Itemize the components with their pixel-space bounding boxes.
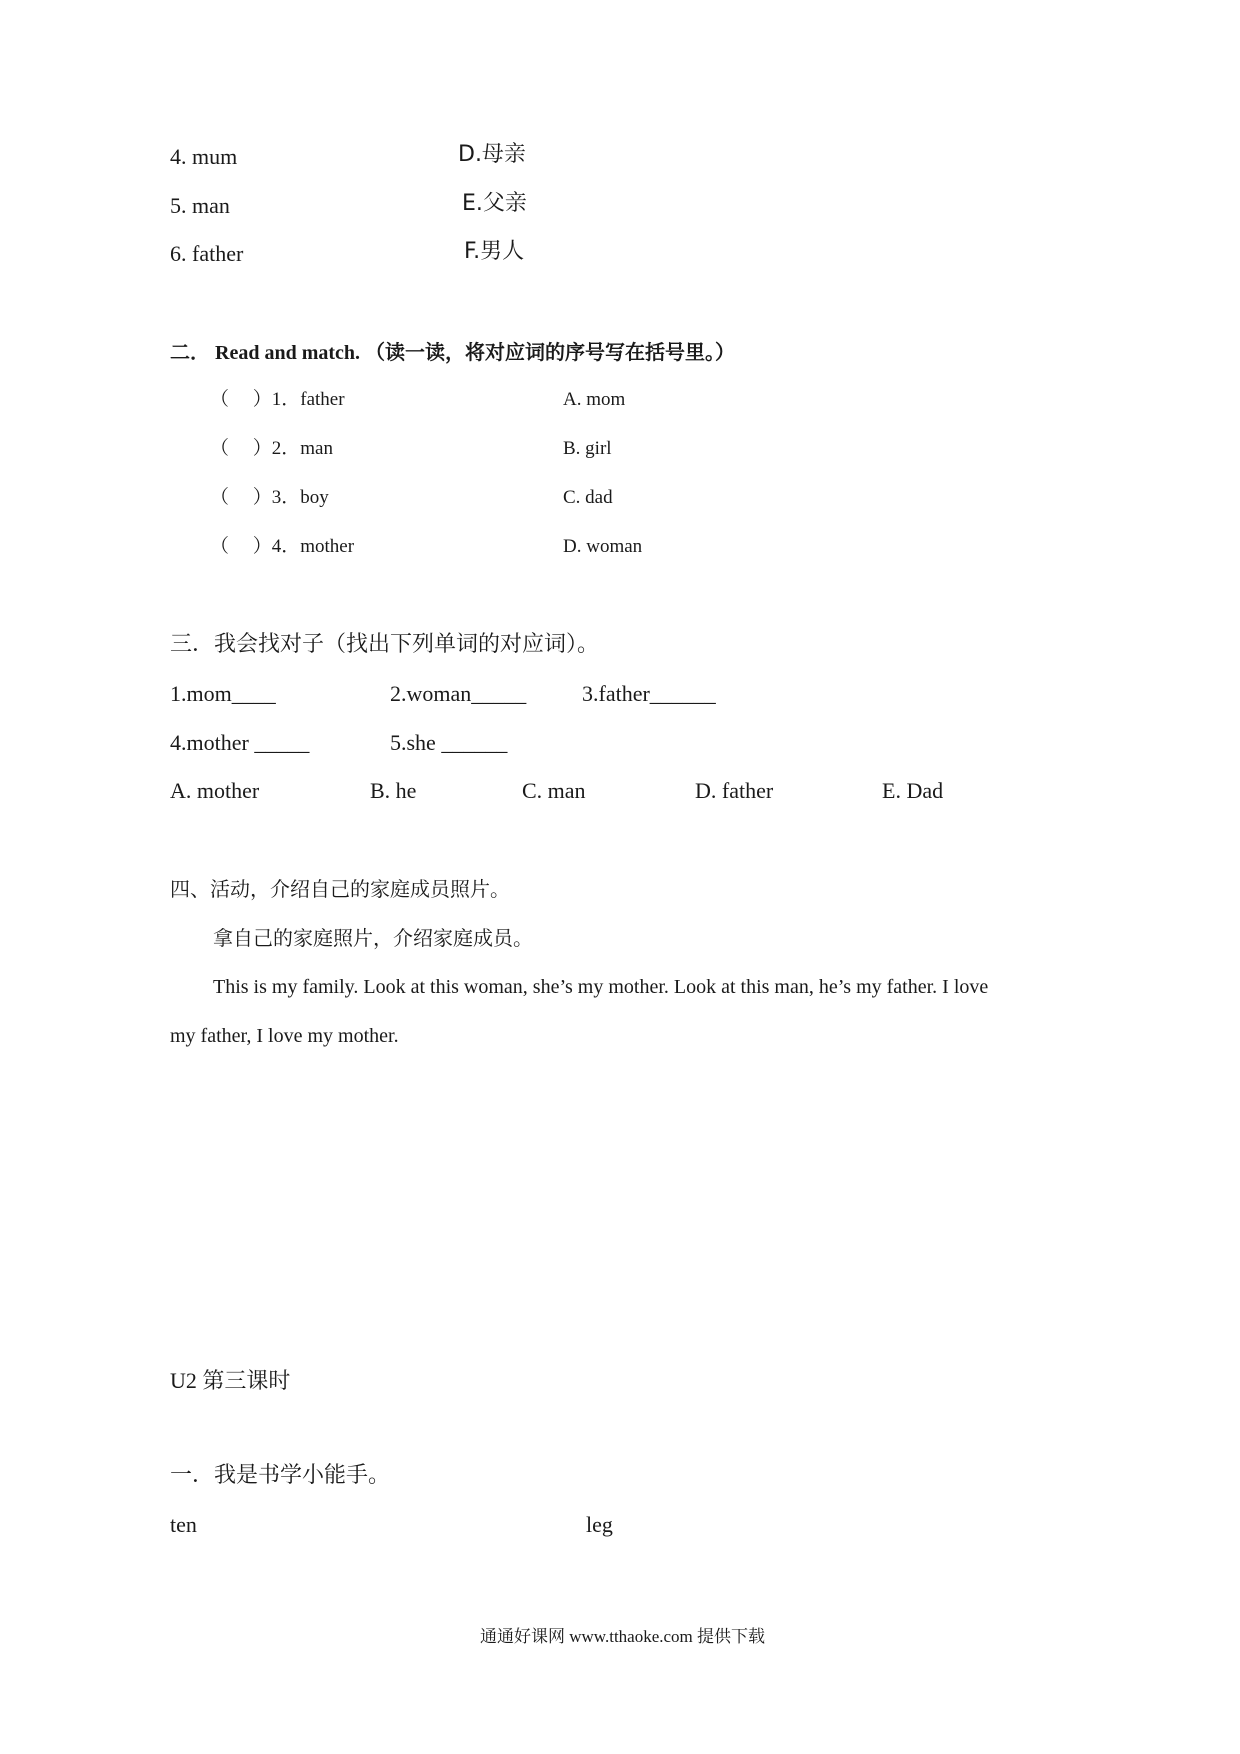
section3-title: 三．我会找对子（找出下列单词的对应词）。 xyxy=(170,632,600,657)
page-footer: 通通好课网 www.tthaoke.com 提供下载 xyxy=(480,1627,766,1646)
match-word-4: 4. mum xyxy=(170,144,238,169)
section3-blank-1: 1.mom____ xyxy=(170,681,276,706)
section4-instruction: 拿自己的家庭照片，介绍家庭成员。 xyxy=(213,926,533,950)
section3-blank-4: 4.mother _____ xyxy=(170,730,310,755)
section3-blank-3: 3.father______ xyxy=(582,681,716,706)
match-word-6: 6. father xyxy=(170,241,244,266)
section3-option-c: C. man xyxy=(522,778,586,803)
section2-item-3: （ ）3．boy xyxy=(210,487,329,508)
section3-blank-5: 5.she ______ xyxy=(390,730,508,755)
section4-paragraph-line1: This is my family. Look at this woman, she’s my mother. Look at this man, he’s my father. I love xyxy=(213,976,989,998)
section4-title: 四、活动，介绍自己的家庭成员照片。 xyxy=(170,877,510,901)
section3-option-a: A. mother xyxy=(170,778,260,803)
section3-option-e: E. Dad xyxy=(882,778,944,803)
section3-option-d: D. father xyxy=(695,778,774,803)
lesson-word-leg: leg xyxy=(586,1512,613,1537)
section2-title: 二． Read and match. （读一读，将对应词的序号写在括号里。） xyxy=(170,342,736,364)
section4-paragraph-line2: my father, I love my mother. xyxy=(170,1025,399,1047)
lesson-heading: U2 第三课时 xyxy=(170,1368,291,1393)
section2-option-d: D. woman xyxy=(563,536,643,557)
section2-option-c: C. dad xyxy=(563,487,613,508)
lesson-word-ten: ten xyxy=(170,1512,197,1537)
match-meaning-d: D.母亲 xyxy=(458,142,526,167)
section2-item-4: （ ）4．mother xyxy=(210,536,355,557)
lesson-section1-title: 一．我是书学小能手。 xyxy=(170,1463,391,1488)
section2-item-2: （ ）2．man xyxy=(210,438,333,459)
match-word-5: 5. man xyxy=(170,193,230,218)
section2-item-1: （ ）1．father xyxy=(210,389,345,410)
section2-option-a: A. mom xyxy=(563,389,626,410)
match-meaning-f: F.男人 xyxy=(464,239,525,264)
section2-option-b: B. girl xyxy=(563,438,612,459)
match-meaning-e: E.父亲 xyxy=(462,191,527,216)
section3-blank-2: 2.woman_____ xyxy=(390,681,527,706)
section3-option-b: B. he xyxy=(370,778,417,803)
